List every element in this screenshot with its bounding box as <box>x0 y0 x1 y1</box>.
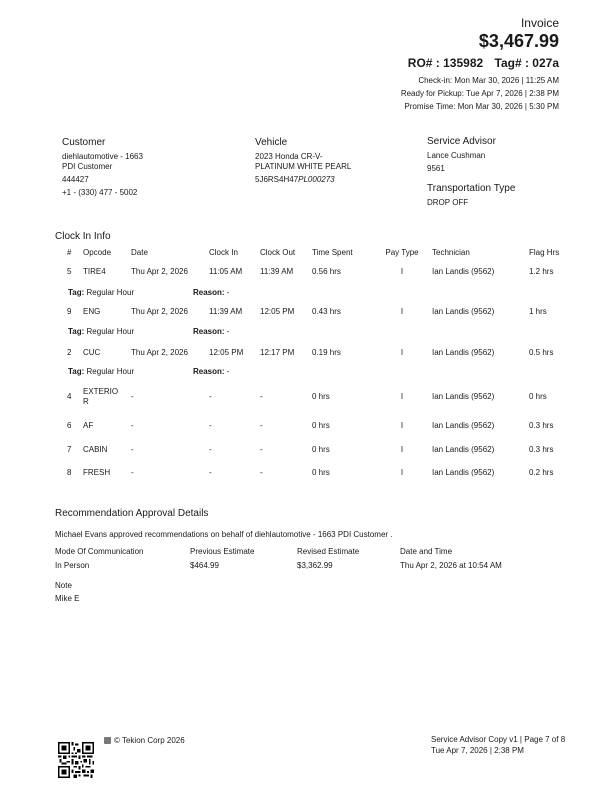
tag-value: Regular Hour <box>86 327 135 336</box>
row-clock-in: 12:05 PM <box>209 348 244 357</box>
row-opcode: CABIN <box>83 445 108 454</box>
customer-id: 444427 <box>62 175 89 184</box>
reason-label: Reason: <box>193 288 225 297</box>
row-flag-hrs: 0.2 hrs <box>529 468 554 477</box>
reason-value: - <box>226 288 230 297</box>
advisor-id: 9561 <box>427 164 445 173</box>
transport-value: DROP OFF <box>427 198 469 207</box>
row-date: - <box>131 421 134 430</box>
copy-info: Service Advisor Copy v1 | Page 7 of 8 <box>431 735 566 744</box>
row-opcode-line1: EXTERIO <box>83 387 119 396</box>
reason-value: - <box>226 367 230 376</box>
mode-value: In Person <box>55 561 90 570</box>
row-clock-in: - <box>209 392 212 401</box>
row-pay-type: I <box>400 307 404 316</box>
row-flag-hrs: 0 hrs <box>529 392 547 401</box>
customer-name-line2: PDI Customer <box>62 162 113 171</box>
row-opcode: AF <box>83 421 94 430</box>
row-clock-in: 11:05 AM <box>209 267 243 276</box>
table-row <box>55 348 565 360</box>
tag-label: Tag: <box>68 327 85 336</box>
clock-in-table <box>55 248 565 260</box>
table-row <box>55 468 565 480</box>
table-row <box>55 387 565 412</box>
col-clock-out: Clock Out <box>260 248 296 257</box>
advisor-heading: Service Advisor <box>427 136 496 147</box>
row-time-spent: 0 hrs <box>312 445 330 454</box>
vin-prefix: 5J6RS4H47 <box>255 175 299 184</box>
row-time-spent: 0 hrs <box>312 468 330 477</box>
row-num: 4 <box>67 392 72 401</box>
row-date: - <box>131 445 134 454</box>
row-technician: Ian Landis (9562) <box>432 348 495 357</box>
row-time-spent: 0.19 hrs <box>312 348 341 357</box>
row-num: 6 <box>67 421 72 430</box>
row-clock-out: - <box>260 445 263 454</box>
row-clock-in: 11:39 AM <box>209 307 243 316</box>
vehicle-vin <box>255 174 335 185</box>
row-date: Thu Apr 2, 2026 <box>131 348 188 357</box>
previous-estimate-label: Previous Estimate <box>190 547 255 556</box>
row-num: 9 <box>67 307 72 316</box>
reason-value: - <box>226 327 230 336</box>
invoice-label: Invoice <box>520 16 559 30</box>
row-opcode: TIRE4 <box>83 267 106 276</box>
printed-time: Tue Apr 7, 2026 | 2:38 PM <box>431 746 524 755</box>
qr-code-icon <box>58 742 94 778</box>
customer-name-line1: diehlautomotive - 1663 <box>62 152 143 161</box>
row-opcode: FRESH <box>83 468 111 477</box>
promise-time: Promise Time: Mon Mar 30, 2026 | 5:30 PM <box>404 102 559 111</box>
row-clock-out: 12:17 PM <box>260 348 295 357</box>
row-technician: Ian Landis (9562) <box>432 421 495 430</box>
table-row <box>55 267 565 279</box>
row-clock-in: - <box>209 421 212 430</box>
customer-phone: +1 - (330) 477 - 5002 <box>62 188 138 197</box>
ready-pickup-time: Ready for Pickup: Tue Apr 7, 2026 | 2:38 PM <box>400 89 559 98</box>
col-pay-type: Pay Type <box>385 248 419 257</box>
row-num: 7 <box>67 445 72 454</box>
row-clock-out: - <box>260 421 263 430</box>
row-num: 5 <box>67 267 72 276</box>
reason-label: Reason: <box>193 327 225 336</box>
check-in-time: Check-in: Mon Mar 30, 2026 | 11:25 AM <box>418 76 559 85</box>
row-opcode: CUC <box>83 348 101 357</box>
row-flag-hrs: 1.2 hrs <box>529 267 554 276</box>
row-technician: Ian Landis (9562) <box>432 307 495 316</box>
vehicle-line2: PLATINUM WHITE PEARL <box>255 162 352 171</box>
row-clock-out: - <box>260 392 263 401</box>
mode-label: Mode Of Communication <box>55 547 144 556</box>
vin-suffix: PL000273 <box>298 175 335 184</box>
copyright-text: © Tekion Corp 2026 <box>114 736 185 745</box>
row-pay-type: I <box>400 392 404 401</box>
row-time-spent: 0 hrs <box>312 392 330 401</box>
tekion-logo-icon <box>104 737 111 744</box>
row-pay-type: I <box>400 421 404 430</box>
copyright-line <box>104 736 185 745</box>
row-technician: Ian Landis (9562) <box>432 445 495 454</box>
row-clock-out: 11:39 AM <box>260 267 294 276</box>
note-value: Mike E <box>55 594 80 603</box>
row-tag-info <box>68 367 134 376</box>
row-date: Thu Apr 2, 2026 <box>131 307 188 316</box>
row-flag-hrs: 0.3 hrs <box>529 445 554 454</box>
row-pay-type: I <box>400 468 404 477</box>
row-clock-in: - <box>209 445 212 454</box>
row-technician: Ian Landis (9562) <box>432 392 495 401</box>
row-pay-type: I <box>400 267 404 276</box>
previous-estimate-value: $464.99 <box>190 561 219 570</box>
row-tag-info <box>68 288 134 297</box>
vehicle-line1: 2023 Honda CR-V- <box>255 152 323 161</box>
col-time-spent: Time Spent <box>312 248 353 257</box>
table-row <box>55 421 565 433</box>
table-header <box>55 248 565 260</box>
tag-label: Tag: <box>68 288 85 297</box>
date-time-label: Date and Time <box>400 547 453 556</box>
ro-number: RO# : 135982 <box>407 56 484 70</box>
date-time-value: Thu Apr 2, 2026 at 10:54 AM <box>400 561 502 570</box>
customer-heading: Customer <box>62 137 106 148</box>
col-flag-hrs: Flag Hrs <box>529 248 560 257</box>
row-clock-in: - <box>209 468 212 477</box>
row-num: 2 <box>67 348 72 357</box>
recommendation-statement: Michael Evans approved recommendations on behalf of diehlautomotive - 1663 PDI Customer . <box>55 530 393 539</box>
row-date: - <box>131 392 134 401</box>
row-num: 8 <box>67 468 72 477</box>
row-reason-info <box>193 327 229 336</box>
invoice-total: $3,467.99 <box>478 31 559 51</box>
row-flag-hrs: 0.3 hrs <box>529 421 554 430</box>
col-num: # <box>67 248 72 257</box>
row-date: - <box>131 468 134 477</box>
row-opcode: ENG <box>83 307 101 316</box>
col-clock-in: Clock In <box>209 248 238 257</box>
table-row <box>55 307 565 319</box>
row-time-spent: 0 hrs <box>312 421 330 430</box>
row-flag-hrs: 0.5 hrs <box>529 348 554 357</box>
row-reason-info <box>193 288 229 297</box>
row-reason-info <box>193 367 229 376</box>
row-clock-out: - <box>260 468 263 477</box>
tag-value: Regular Hour <box>86 367 135 376</box>
tag-label: Tag: <box>68 367 85 376</box>
table-row <box>55 445 565 457</box>
row-technician: Ian Landis (9562) <box>432 267 495 276</box>
col-opcode: Opcode <box>83 248 112 257</box>
col-date: Date <box>131 248 148 257</box>
revised-estimate-label: Revised Estimate <box>297 547 360 556</box>
tag-value: Regular Hour <box>86 288 135 297</box>
vehicle-heading: Vehicle <box>255 137 288 148</box>
row-date: Thu Apr 2, 2026 <box>131 267 188 276</box>
row-opcode-line2: R <box>83 397 89 406</box>
row-technician: Ian Landis (9562) <box>432 468 495 477</box>
clock-in-heading: Clock In Info <box>55 231 111 242</box>
tag-number: Tag# : 027a <box>494 56 559 70</box>
row-tag-info <box>68 327 134 336</box>
col-technician: Technician <box>432 248 470 257</box>
revised-estimate-value: $3,362.99 <box>297 561 333 570</box>
transport-heading: Transportation Type <box>427 183 516 194</box>
row-flag-hrs: 1 hrs <box>529 307 547 316</box>
row-time-spent: 0.56 hrs <box>312 267 341 276</box>
row-time-spent: 0.43 hrs <box>312 307 341 316</box>
ro-tag-line <box>408 56 559 70</box>
advisor-name: Lance Cushman <box>427 151 486 160</box>
note-label: Note <box>55 581 72 590</box>
row-clock-out: 12:05 PM <box>260 307 295 316</box>
recommendation-heading: Recommendation Approval Details <box>55 508 209 519</box>
row-pay-type: I <box>400 348 404 357</box>
row-opcode <box>83 387 118 407</box>
reason-label: Reason: <box>193 367 225 376</box>
row-pay-type: I <box>400 445 404 454</box>
